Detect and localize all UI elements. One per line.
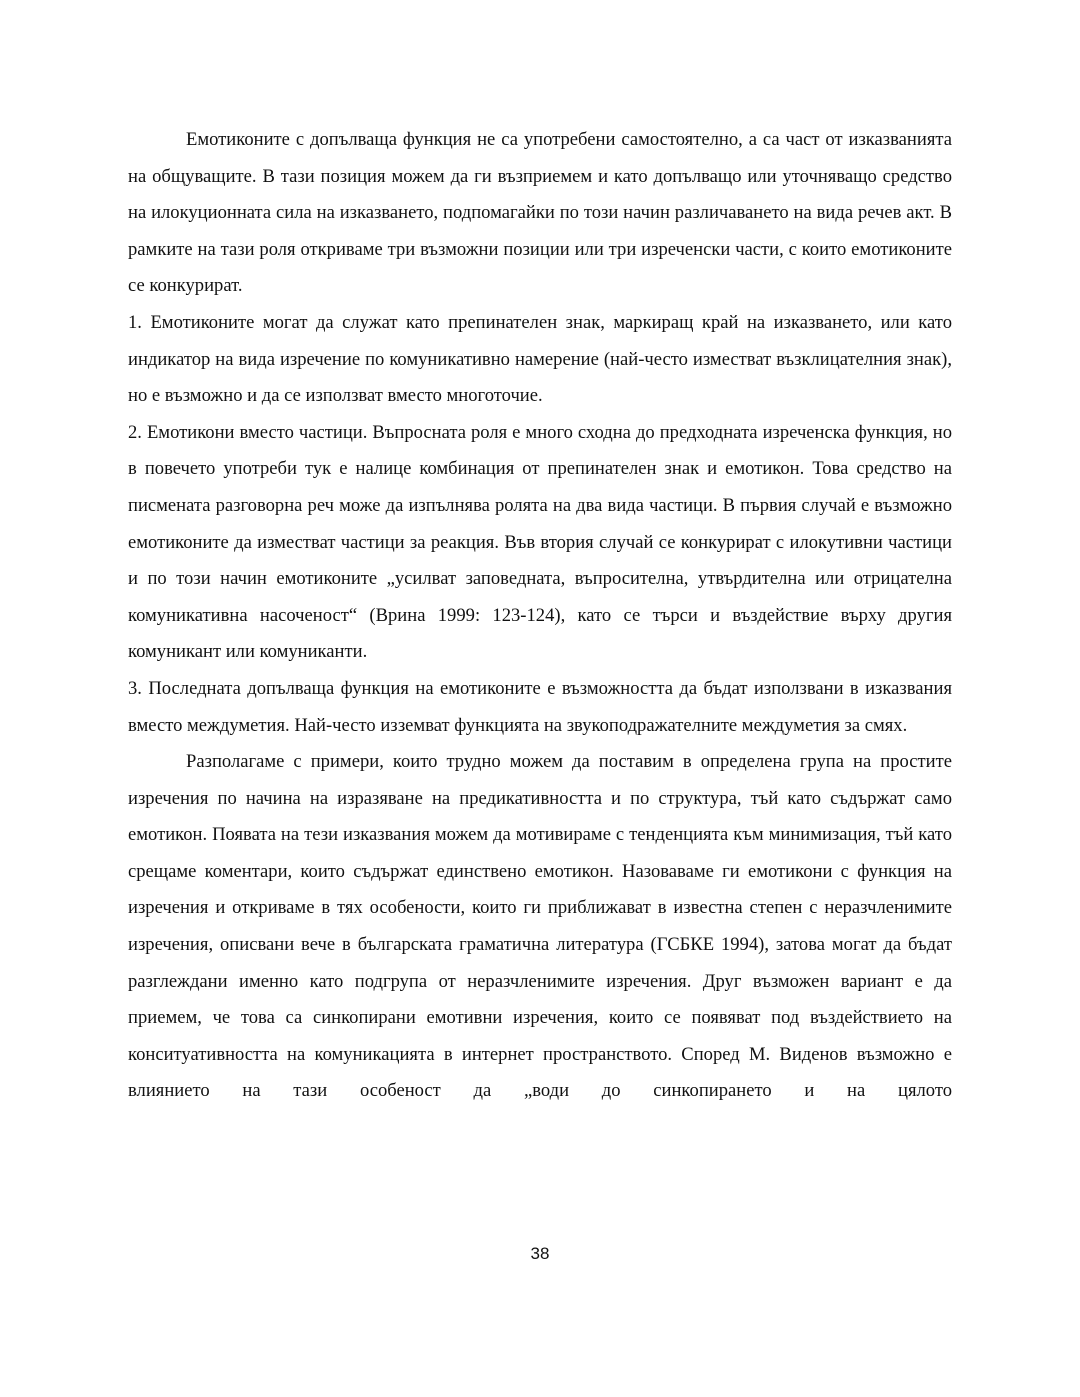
paragraph-intro: Емотиконите с допълваща функция не са употребени самостоятелно, а са част от изказванията на общуващите. В тази позиция можем да ги възприемем и като допълващо или уточняващо средство на илокуционната сила на изказването, подпомагайки по този начин различаването на вида речев акт. В рамките на тази роля откриваме три възможни позиции или три изреченски части, с които емотиконите се конкурират. [128, 129, 952, 297]
page-number: 38 [530, 1244, 550, 1263]
body-text [128, 122, 952, 1110]
list-item-1: 1. Емотиконите могат да служат като препинателен знак, маркиращ край на изказването, или като индикатор на вида изречение по комуникативно намерение (най-често изместват възклицателния знак), но е възможно и да се използват вместо многоточие. [128, 311, 952, 407]
list-item-2: 2. Емотикони вместо частици. Въпросната роля е много сходна до предходната изреченска функция, но в повечето употреби тук е налице комбинация от препинателен знак и емотикон. Това средство на писмената разговорна реч може да изпълнява ролята на два вида частици. В първия случай е възможно емотиконите да изместват частици за реакция. Във втория случай се конкурират с илокутивни частици и по този начин емотиконите „усилват заповедната, въпросителна, утвърдителна или отрицателна комуникативна насоченост“ (Врина 1999: 123-124), като се търси и въздействие върху другия комуникант или комуниканти. [128, 421, 952, 663]
paragraph-examples: Разполагаме с примери, които трудно можем да поставим в определена група на простите изречения по начина на изразяване на предикативността и по структура, тъй като съдържат само емотикон. Появата на тези изказвания можем да мотивираме с тенденцията към минимизация, тъй като срещаме коментари, които съдържат единствено емотикон. Назоваваме ги емотикони с функция на изречения и откриваме в тях особености, които ги приближават в известна степен с неразчленимите изречения, описвани вече в българската граматична литература (ГСБКЕ 1994), затова могат да бъдат разглеждани именно като подгрупа от неразчленимите изречения. Друг възможен вариант е да приемем, че това са синкопирани емотивни изречения, които се появяват под въздействието на конситуативността на комуникацията в интернет пространството. Според М. Виденов възможно е влиянието на тази особеност да „води до синкопирането и на цялото [128, 751, 952, 1102]
list-item-3: 3. Последната допълваща функция на емотиконите е възможността да бъдат използвани в изказвания вместо междуметия. Най-често изземват функцията на звукоподражателните междуметия за смях. [128, 677, 952, 736]
